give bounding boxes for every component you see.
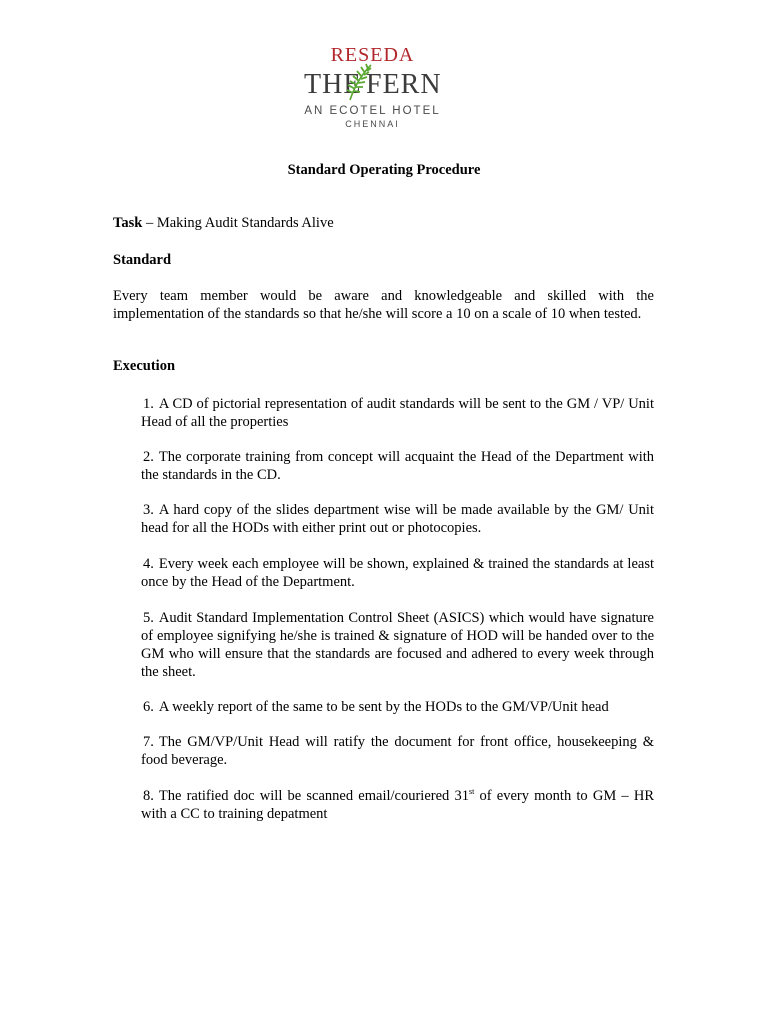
task-label: Task	[113, 215, 143, 231]
item-number: 7.	[143, 734, 154, 750]
execution-item-7	[141, 733, 654, 769]
item-text: Every week each employee will be shown, explained & trained the standards at least once by the Head of the Department.	[141, 556, 654, 590]
execution-item-4	[141, 555, 654, 591]
item-text: A hard copy of the slides department wise will be made available by the GM/ Unit head for all the HODs with either print out or photocopies.	[141, 502, 654, 536]
item-text: The GM/VP/Unit Head will ratify the document for front office, housekeeping & food beverage.	[141, 734, 654, 768]
item-text: A weekly report of the same to be sent by the HODs to the GM/VP/Unit head	[158, 699, 609, 715]
item-number: 8.	[143, 788, 154, 804]
ordinal-suffix: st	[468, 787, 475, 797]
standard-paragraph: Every team member would be aware and knowledgeable and skilled with the implementation of the standards so that he/she will score a 10 on a scale of 10 when tested.	[113, 288, 654, 322]
item-text-after: of every month to GM – HR with a CC to training depatment	[141, 788, 655, 822]
logo-tagline: AN ECOTEL HOTEL	[304, 105, 441, 117]
execution-item-6	[141, 698, 654, 716]
logo-the-fern	[300, 68, 445, 102]
execution-item-5	[141, 609, 654, 681]
task-text: – Making Audit Standards Alive	[142, 215, 334, 231]
item-text: Audit Standard Implementation Control Sheet (ASICS) which would have signature of employee signifying he/she is trained & signature of HOD will be handed over to the GM who will ensure that the standards are focused and adhered to every week through the sheet.	[141, 610, 654, 680]
item-number: 6.	[143, 699, 154, 715]
document-title: Standard Operating Procedure	[287, 162, 481, 178]
item-number: 1.	[143, 396, 154, 412]
logo-reseda-text: RESEDA	[330, 44, 415, 66]
item-text: A CD of pictorial representation of audit standards will be sent to the GM / VP/ Unit Head of all the properties	[141, 396, 654, 430]
item-text: The corporate training from concept will acquaint the Head of the Department with the standards in the CD.	[141, 449, 654, 483]
execution-item-8	[141, 787, 654, 823]
execution-item-2	[141, 448, 654, 484]
item-number: 5.	[143, 610, 154, 626]
logo-the-text: THE	[304, 69, 362, 100]
item-number: 3.	[143, 502, 154, 518]
hotel-logo	[300, 42, 445, 132]
item-text-before: The ratified doc will be scanned email/couriered 31	[158, 788, 469, 804]
standard-heading: Standard	[113, 252, 172, 268]
item-number: 4.	[143, 556, 154, 572]
execution-heading: Execution	[113, 358, 176, 374]
logo-fern-text: FERN	[366, 69, 442, 100]
item-number: 2.	[143, 449, 154, 465]
execution-item-3	[141, 501, 654, 537]
logo-city: CHENNAI	[345, 119, 400, 129]
execution-item-1	[141, 395, 654, 431]
task-line	[113, 215, 334, 232]
